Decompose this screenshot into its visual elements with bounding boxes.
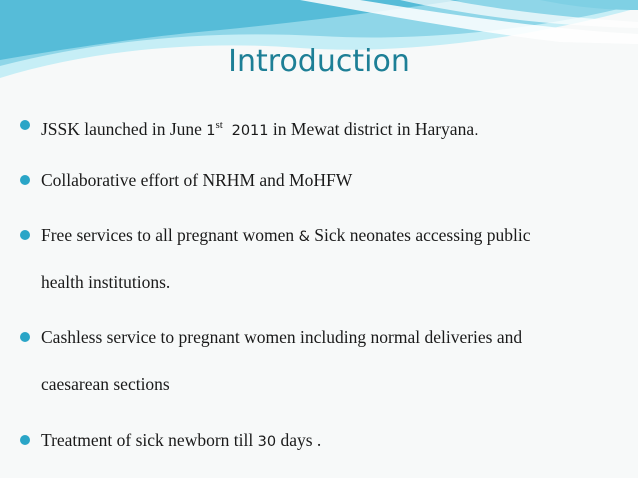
bullet-text: Free services to all pregnant women & Sick neonates accessing public (41, 225, 531, 245)
date-suffix: st (215, 119, 223, 131)
bullet-text: Cashless service to pregnant women including normal deliveries and (41, 327, 523, 347)
bullet-text: Collaborative effort of NRHM and MoHFW (41, 170, 353, 190)
date-day: 1 (206, 122, 216, 139)
bullet-text-continuation: caesarean sections (41, 374, 170, 394)
bullet-icon (20, 435, 30, 445)
bullet-icon (20, 230, 30, 240)
bullet-text-continuation: health institutions. (41, 272, 171, 292)
bullet-icon (20, 120, 30, 130)
bullet-text: Treatment of sick newborn till 30 days . (41, 430, 322, 450)
bullet-icon (20, 175, 30, 185)
bullet-icon (20, 332, 30, 342)
bullet-text: JSSK launched in June 1st 2011 in Mewat district in Haryana. (41, 118, 479, 139)
date-year: 2011 (231, 122, 269, 139)
slide-title: Introduction (228, 44, 410, 79)
